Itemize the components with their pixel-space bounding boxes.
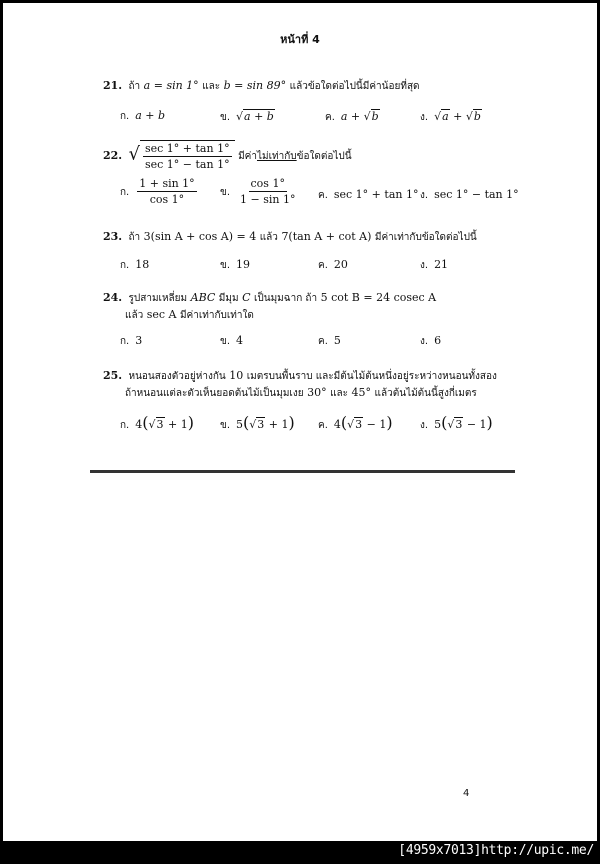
document-page (3, 3, 597, 841)
option-a[interactable]: ก. $\frac{1 + \sin 1^\circ}{\cos 1^\circ}$ (120, 177, 195, 206)
question-22: 22. √ $\frac{\sec 1^\circ + \tan 1^\circ}{\sec 1^\circ - \tan 1^\circ}$ มีค่าไม่เท่ากับข้อใดต่อไปนี้ (103, 142, 352, 171)
option-c[interactable]: ค. 20 (318, 258, 348, 271)
question-24: 24. รูปสามเหลี่ยม ABC มีมุม C เป็นมุมฉาก ถ้า 5 cot B = 24 cosec A (103, 291, 437, 304)
question-25-line2: ถ้าหนอนแต่ละตัวเห็นยอดต้นไม้เป็นมุมเงย 30° และ 45° แล้วต้นไม้ต้นนี้สูงกี่เมตร (125, 386, 477, 399)
page-header: หน้าที่ 4 (280, 33, 320, 46)
option-b[interactable]: ข. 4 (220, 334, 244, 347)
option-a[interactable]: ก. 3 (120, 334, 143, 347)
option-c[interactable]: ค. a + √b (325, 110, 379, 123)
question-25: 25. หนอนสองตัวอยู่ห่างกัน 10 เมตรบนพื้นราบ และมีต้นไม้ต้นหนึ่งอยู่ระหว่างหนอนทั้งสอง (103, 369, 497, 382)
option-c[interactable]: ค. 4(√3 − 1) (318, 413, 393, 432)
question-24-line2: แล้ว sec A มีค่าเท่ากับเท่าใด (125, 308, 254, 321)
question-23: 23. ถ้า 3(sin A + cos A) = 4 แล้ว 7(tan A + cot A) มีค่าเท่ากับข้อใดต่อไปนี้ (103, 230, 477, 243)
option-d[interactable]: ง. √a + √b (420, 110, 481, 123)
option-d[interactable]: ง. 5(√3 − 1) (420, 413, 493, 432)
option-a[interactable]: ก. 4(√3 + 1) (120, 413, 194, 432)
option-a[interactable]: ก. 18 (120, 258, 150, 271)
section-divider (90, 470, 515, 473)
option-a[interactable]: ก. a + b (120, 109, 166, 122)
option-d[interactable]: ง. 21 (420, 258, 449, 271)
option-c[interactable]: ค. 5 (318, 334, 341, 347)
option-b[interactable]: ข. 19 (220, 258, 251, 271)
question-21: 21. ถ้า a = sin 1° และ b = sin 89° แล้วข้อใดต่อไปนี้มีค่าน้อยที่สุด (103, 79, 420, 92)
watermark: [4959x7013]http://upic.me/ (398, 843, 594, 858)
page-number: 4 (463, 788, 470, 799)
option-b[interactable]: ข. 5(√3 + 1) (220, 413, 295, 432)
option-b[interactable]: ข. $\frac{\cos 1^\circ}{1 - \sin 1^\circ}$ (220, 177, 296, 206)
option-d[interactable]: ง. sec 1° − tan 1° (420, 188, 519, 201)
option-b[interactable]: ข. √a + b (220, 110, 274, 123)
option-d[interactable]: ง. 6 (420, 334, 442, 347)
option-c[interactable]: ค. sec 1° + tan 1° (318, 188, 419, 201)
